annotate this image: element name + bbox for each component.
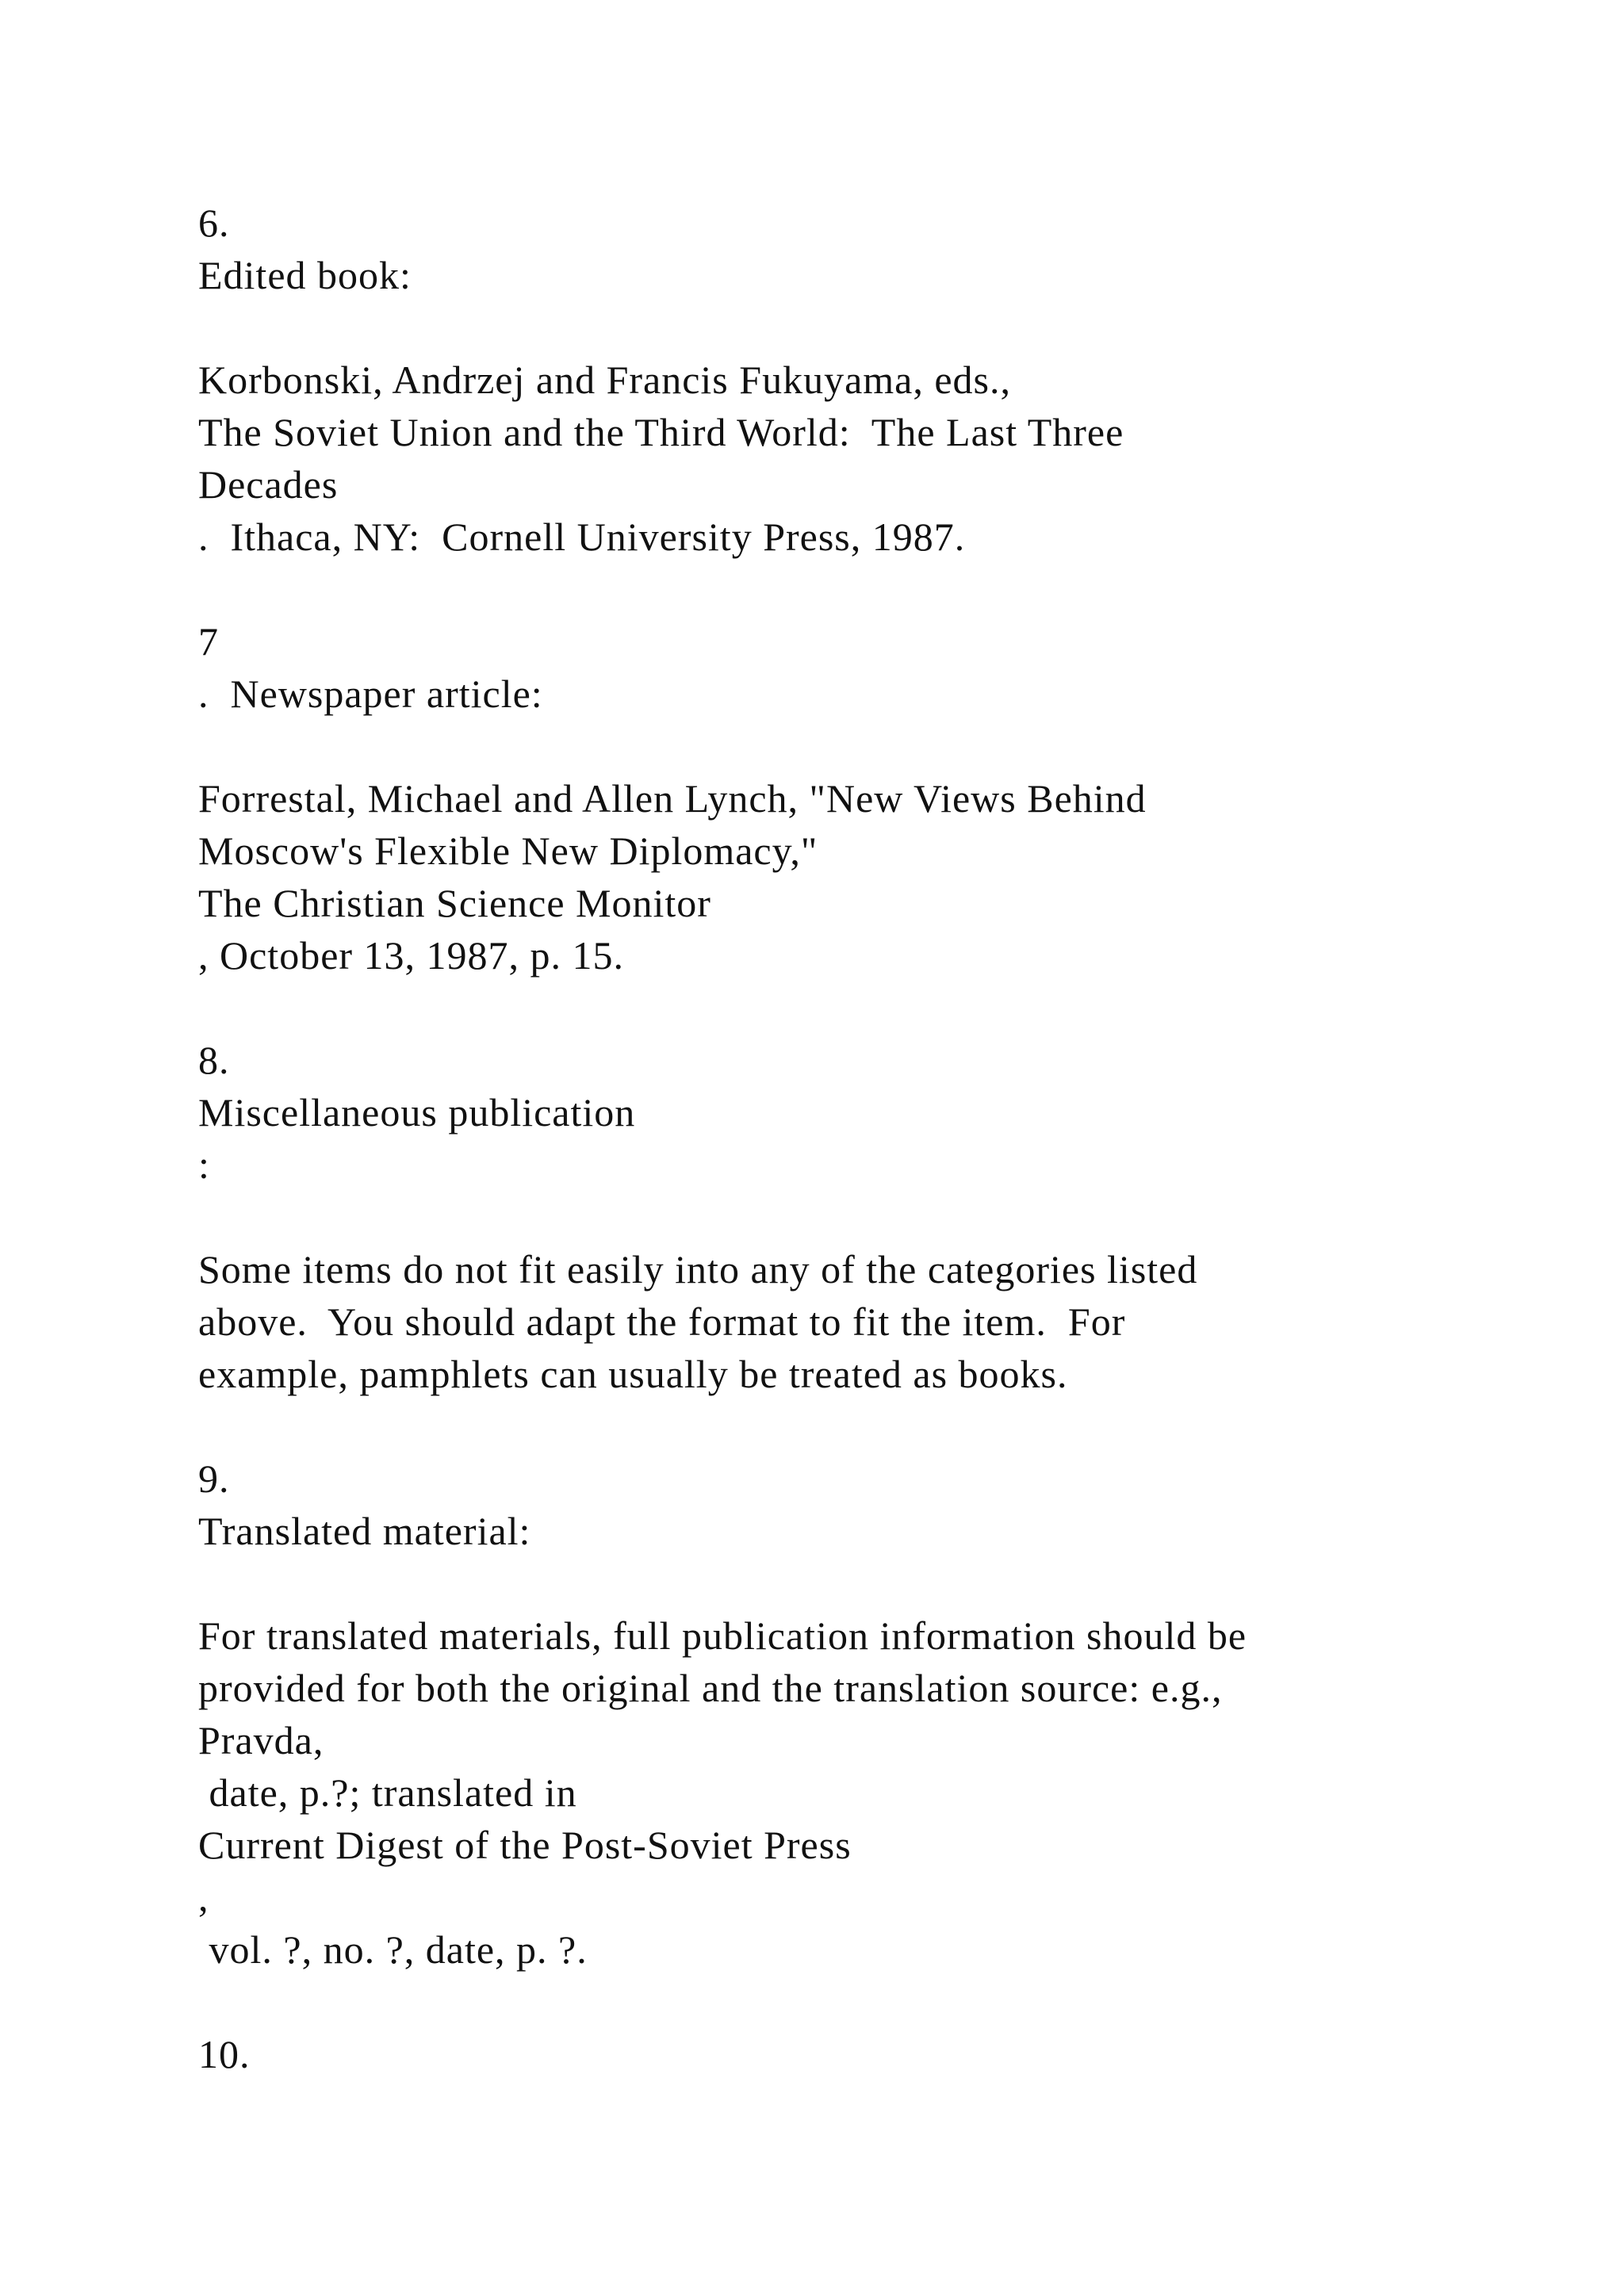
section-7-heading: . Newspaper article:	[198, 672, 543, 716]
section-9-line-6: ,	[198, 1875, 209, 1919]
section-10-number: 10.	[198, 2032, 251, 2076]
spacer	[198, 1557, 1483, 1609]
section-9-number: 9.	[198, 1456, 230, 1501]
section-8-heading: Miscellaneous publication	[198, 1090, 636, 1135]
section-8-line-2: above. You should adapt the format to fit the item. For	[198, 1299, 1126, 1344]
spacer	[198, 720, 1483, 772]
section-9-line-4: date, p.?; translated in	[198, 1770, 577, 1815]
section-9-line-2: provided for both the original and the translation source: e.g.,	[198, 1666, 1223, 1710]
spacer	[198, 1976, 1483, 2028]
section-9-line-5: Current Digest of the Post-Soviet Press	[198, 1823, 852, 1867]
section-8-heading-suffix: :	[198, 1142, 210, 1187]
section-8-number: 8.	[198, 1038, 230, 1082]
section-7-line-4: , October 13, 1987, p. 15.	[198, 933, 625, 978]
section-9-line-7: vol. ?, no. ?, date, p. ?.	[198, 1927, 588, 1972]
section-8-line-1: Some items do not fit easily into any of the categories listed	[198, 1247, 1198, 1292]
section-9-heading: Translated material:	[198, 1509, 531, 1553]
section-6-line-4: . Ithaca, NY: Cornell University Press, 1987.	[198, 515, 966, 559]
section-6-line-1: Korbonski, Andrzej and Francis Fukuyama, eds.,	[198, 358, 1012, 402]
spacer	[198, 301, 1483, 354]
section-9-line-3: Pravda,	[198, 1718, 324, 1762]
section-7-line-2: Moscow's Flexible New Diplomacy,"	[198, 828, 818, 873]
spacer	[198, 1400, 1483, 1452]
section-6-line-3: Decades	[198, 462, 339, 507]
section-8-line-3: example, pamphlets can usually be treated as books.	[198, 1352, 1068, 1396]
section-6-line-2: The Soviet Union and the Third World: The Last Three	[198, 410, 1124, 454]
section-7-line-1: Forrestal, Michael and Allen Lynch, "New Views Behind	[198, 776, 1147, 821]
spacer	[198, 1191, 1483, 1243]
document-page	[198, 197, 1483, 2080]
section-7-line-3: The Christian Science Monitor	[198, 881, 711, 925]
spacer	[198, 982, 1483, 1034]
section-6-number: 6.	[198, 201, 230, 245]
section-7-number: 7	[198, 619, 219, 664]
section-6-heading: Edited book:	[198, 253, 412, 297]
section-9-line-1: For translated materials, full publication information should be	[198, 1613, 1247, 1658]
spacer	[198, 563, 1483, 615]
